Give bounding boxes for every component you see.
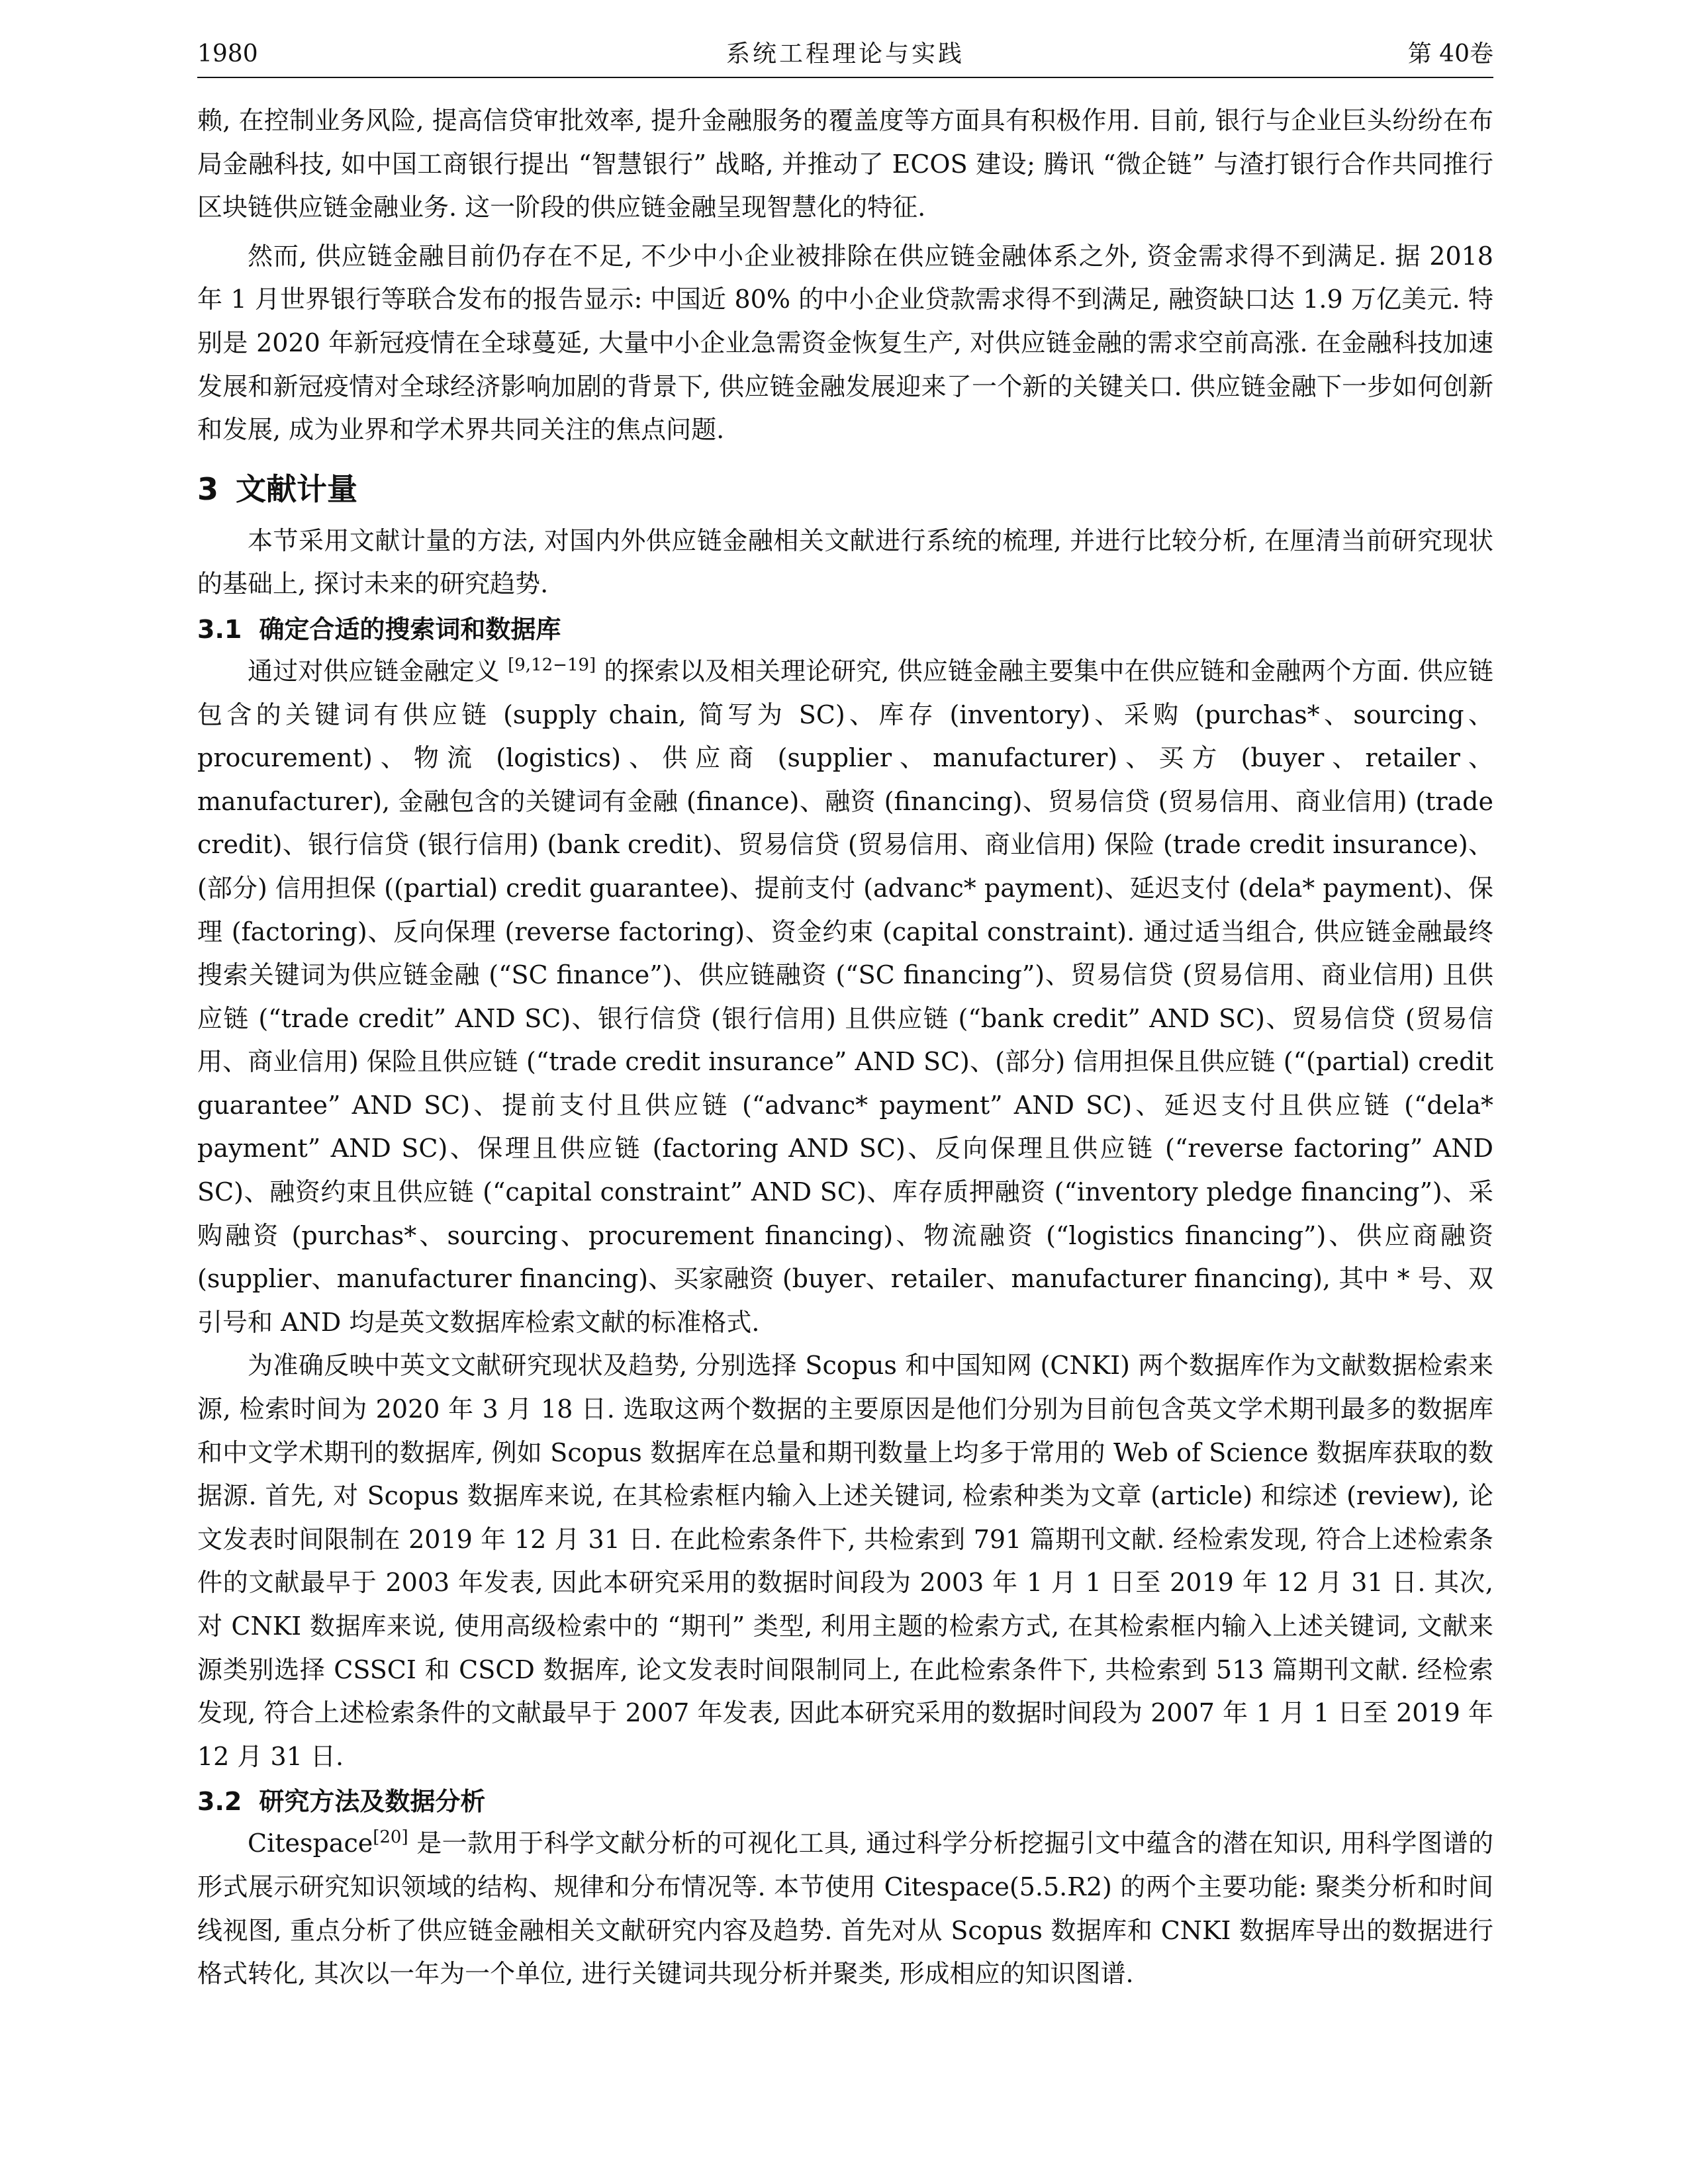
header-rule <box>197 77 1493 78</box>
citation-9-12-19[interactable]: [9,12−19] <box>508 655 596 675</box>
paragraph-4 <box>197 650 1493 1345</box>
running-header <box>197 36 1493 77</box>
paragraph-2: 然而, 供应链金融目前仍存在不足, 不少中小企业被排除在供应链金融体系之外, 资金需求得不到满足. 据 2018 年 1 月世界银行等联合发布的报告显示: 中国近 80% 的中小企业贷款需求得不到满足, 融资缺口达 1.9 万亿美元. 特别是 2020 年新冠疫情在全球蔓延, 大量中小企业急需资金恢复生产, 对供应链金融的需求空前高涨. 在金融科技加速发展和新冠疫情对全球经济影响加剧的背景下, 供应链金融发展迎来了一个新的关键关口. 供应链金融下一步如何创新和发展, 成为业界和学术界共同关注的焦点问题. <box>197 241 1493 445</box>
subsection-title: 研究方法及数据分析 <box>259 1787 486 1817</box>
volume-label: 第 40卷 <box>1407 40 1493 68</box>
page-body <box>197 99 1493 1996</box>
subsection-heading-3-2 <box>197 1781 1493 1822</box>
paragraph-4-text-rest: 的探索以及相关理论研究, 供应链金融主要集中在供应链和金融两个方面. 供应链包含的关键词有供应链 (supply chain, 简写为 SC)、库存 (inventory)、采购 (purchas*、sourcing、procurement)、物流 (logistics)、供应商 (supplier、manufacturer)、买方 (buyer、retailer、manufacturer), 金融包含的关键词有金融 (finance)、融资 (financing)、贸易信贷 (贸易信用、商业信用) (trade credit)、银行信贷 (银行信用) (bank credit)、贸易信贷 (贸易信用、商业信用) 保险 (trade credit insurance)、(部分) 信用担保 ((partial) credit guarantee)、提前支付 (advanc* payment)、延迟支付 (dela* payment)、保理 (factoring)、反向保理 (reverse factoring)、资金约束 (capital constraint). 通过适当组合, 供应链金融最终搜索关键词为供应链金融 (“SC finance”)、供应链融资 (“SC financing”)、贸易信贷 (贸易信用、商业信用) 且供应链 (“trade credit” AND SC)、银行信贷 (银行信用) 且供应链 (“bank credit” AND SC)、贸易信贷 (贸易信用、商业信用) 保险且供应链 (“trade credit insurance” AND SC)、(部分) 信用担保且供应链 (“(partial) credit guarantee” AND SC)、提前支付且供应链 (“advanc* payment” AND SC)、延迟支付且供应链 (“dela* payment” AND SC)、保理且供应链 (factoring AND SC)、反向保理且供应链 (“reverse factoring” AND SC)、融资约束且供应链 (“capital constraint” AND SC)、库存质押融资 (“inventory pledge financing”)、采购融资 (purchas*、sourcing、procurement financing)、物流融资 (“logistics financing”)、供应商融资 (supplier、manufacturer financing)、买家融资 (buyer、retailer、manufacturer financing), 其中 * 号、双引号和 AND 均是英文数据库检索文献的标准格式. <box>197 656 1493 1337</box>
paragraph-6-text-start: Citespace <box>248 1829 373 1858</box>
section-title: 文献计量 <box>236 471 358 507</box>
paragraph-4-text-start: 通过对供应链金融定义 <box>248 656 508 686</box>
citation-20[interactable]: [20] <box>373 1827 408 1848</box>
paragraph-1: 赖, 在控制业务风险, 提高信贷审批效率, 提升金融服务的覆盖度等方面具有积极作用. 目前, 银行与企业巨头纷纷在布局金融科技, 如中国工商银行提出 “智慧银行” 战略, 并推动了 ECOS 建设; 腾讯 “微企链” 与渣打银行合作共同推行区块链供应链金融业务. 这一阶段的供应链金融呈现智慧化的特征. <box>197 106 1493 222</box>
section-heading-3 <box>197 468 1493 510</box>
page-number: 1980 <box>197 40 258 68</box>
subsection-heading-3-1 <box>197 609 1493 650</box>
paragraph-6 <box>197 1822 1493 1995</box>
section-number: 3 <box>197 471 219 507</box>
paragraph-6-text-rest: 是一款用于科学文献分析的可视化工具, 通过科学分析挖掘引文中蕴含的潜在知识, 用科学图谱的形式展示研究知识领域的结构、规律和分布情况等. 本节使用 Citespace(5.5.R2) 的两个主要功能: 聚类分析和时间线视图, 重点分析了供应链金融相关文献研究内容及趋势. 首先对从 Scopus 数据库和 CNKI 数据库导出的数据进行格式转化, 其次以一年为一个单位, 进行关键词共现分析并聚类, 形成相应的知识图谱. <box>197 1829 1493 1989</box>
journal-title: 系统工程理论与实践 <box>726 40 964 68</box>
subsection-number: 3.1 <box>197 614 242 644</box>
paragraph-5: 为准确反映中英文文献研究现状及趋势, 分别选择 Scopus 和中国知网 (CNKI) 两个数据库作为文献数据检索来源, 检索时间为 2020 年 3 月 18 日. 选取这两个数据的主要原因是他们分别为目前包含英文学术期刊最多的数据库和中文学术期刊的数据库, 例如 Scopus 数据库在总量和期刊数量上均多于常用的 Web of Science 数据库获取的数据源. 首先, 对 Scopus 数据库来说, 在其检索框内输入上述关键词, 检索种类为文章 (article) 和综述 (review), 论文发表时间限制在 2019 年 12 月 31 日. 在此检索条件下, 共检索到 791 篇期刊文献. 经检索发现, 符合上述检索条件的文献最早于 2003 年发表, 因此本研究采用的数据时间段为 2003 年 1 月 1 日至 2019 年 12 月 31 日. 其次, 对 CNKI 数据库来说, 使用高级检索中的 “期刊” 类型, 利用主题的检索方式, 在其检索框内输入上述关键词, 文献来源类别选择 CSSCI 和 CSCD 数据库, 论文发表时间限制同上, 在此检索条件下, 共检索到 513 篇期刊文献. 经检索发现, 符合上述检索条件的文献最早于 2007 年发表, 因此本研究采用的数据时间段为 2007 年 1 月 1 日至 2019 年 12 月 31 日. <box>197 1351 1493 1771</box>
paragraph-3: 本节采用文献计量的方法, 对国内外供应链金融相关文献进行系统的梳理, 并进行比较分析, 在厘清当前研究现状的基础上, 探讨未来的研究趋势. <box>197 525 1493 599</box>
subsection-title: 确定合适的搜索词和数据库 <box>259 614 561 644</box>
subsection-number: 3.2 <box>197 1787 242 1817</box>
